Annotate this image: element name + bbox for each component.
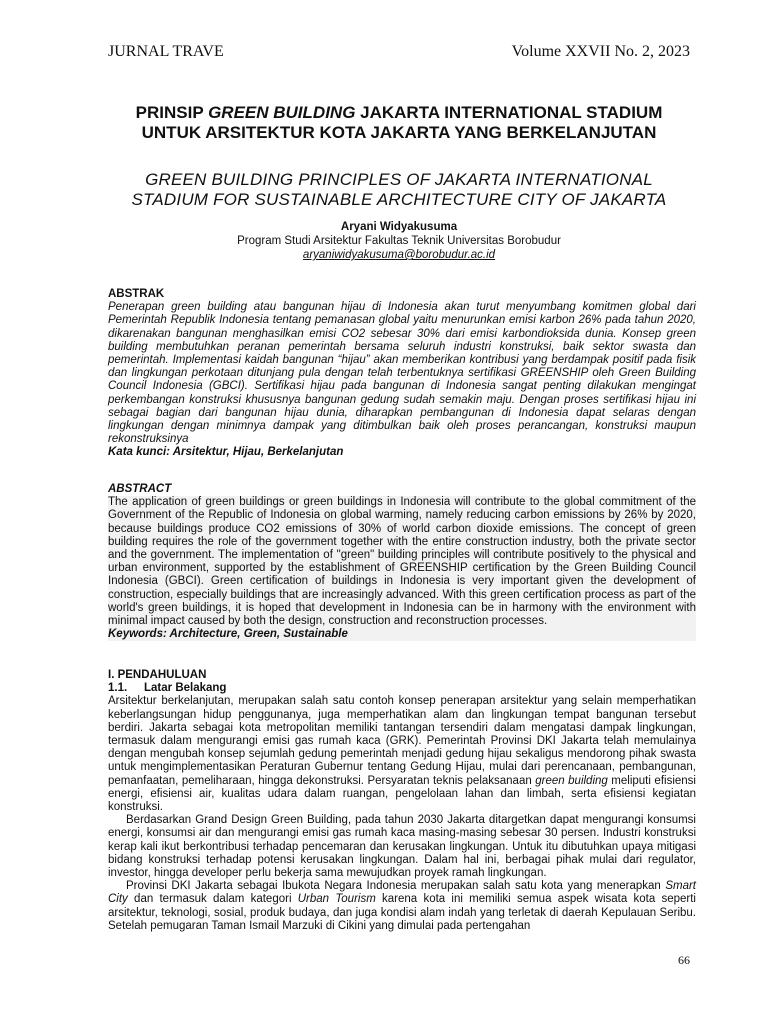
p1-italic-term: green building <box>535 774 608 787</box>
abstrak-section <box>108 288 696 460</box>
p1-part-b: meliputi efisiensi energi, efisiensi air, kualitas udara dalam ruangan, pengelolaan lahan dan limbah, serta efisiensi kegiatan konstruksi. <box>108 774 696 814</box>
intro-subheading <box>108 682 696 695</box>
intro-paragraph-1 <box>108 695 696 814</box>
abstrak-keywords: Kata kunci: Arsitektur, Hijau, Berkelanjutan <box>108 446 344 459</box>
abstract-heading: ABSTRACT <box>108 483 172 495</box>
intro-paragraph-3 <box>108 880 696 933</box>
title-line-2: UNTUK ARSITEKTUR KOTA JAKARTA YANG BERKELANJUTAN <box>141 123 657 142</box>
subheading-number: 1.1. <box>108 682 128 695</box>
title-line-1-post: JAKARTA INTERNATIONAL STADIUM <box>355 103 663 122</box>
p3-part-b: dan termasuk dalam kategori <box>127 893 298 906</box>
author-block <box>108 220 690 262</box>
author-email-link[interactable]: aryaniwidyakusuma@borobudur.ac.id <box>302 249 496 261</box>
journal-name: JURNAL TRAVE <box>108 43 224 60</box>
abstrak-body: Penerapan green building atau bangunan hijau di Indonesia akan turut menyumbang komitmen global dari Pemerintah Republik Indonesia tentang pemanasan global yaitu menurunkan emisi karbon 26% pada tahun 2020, dikarenakan bangunan menghasilkan emisi CO2 sebesar 30% dari emisi karbondioksida dunia. Konsep green building membutuhkan peranan pemerintah bersama seluruh industri konstruksi, baik sektor swasta dan pemerintah. Implementasi kaidah bangunan “hijau” akan memberikan kontribusi yang berdampak positif pada fisik dan lingkungan perkotaan ditunjang pula dengan telah terbentuknya sertifikasi GREENSHIP oleh Green Building Council Indonesia (GBCI). Sertifikasi hijau pada bangunan di Indonesia sangat penting dilakukan mengingat perkembangan konstruksi khususnya bangunan gedung sudah semakin maju. Dengan proses sertifikasi hijau ini sebagai bagian dari bangunan hijau dunia, diharapkan pembangunan di Indonesia dapat selaras dengan lingkungan dengan minimnya dampak yang ditimbulkan baik oleh proses perancangan, konstruksi maupun rekonstruksinya <box>108 301 696 446</box>
title-en-line-2: STADIUM FOR SUSTAINABLE ARCHITECTURE CITY OF JAKARTA <box>131 190 667 209</box>
intro-paragraph-2: Berdasarkan Grand Design Green Building, pada tahun 2030 Jakarta ditargetkan dapat mengurangi konsumsi energi, konsumsi air dan mengurangi emisi gas rumah kaca masing-masing sebesar 30 persen. Industri konstruksi kerap kali ikut berkontribusi terhadap pencemaran dan kerusakan lingkungan. Untuk itu dibutuhkan upaya mitigasi bidang konstruksi terhadap potensi kerusakan lingkungan. Dalam hal ini, berbagai pihak mulai dari regulator, investor, hingga developer perlu bekerja sama mewujudkan proyek ramah lingkungan. <box>108 814 696 880</box>
title-line-1 <box>108 103 690 123</box>
p3-part-a: Provinsi DKI Jakarta sebagai Ibukota Negara Indonesia merupakan salah satu kota yang menerapkan <box>126 880 666 893</box>
p1-part-a: Arsitektur berkelanjutan, merupakan salah satu contoh konsep penerapan arsitektur yang selain memperhatikan keberlangsungan hidup penggunanya, juga memperhatikan alam dan lingkungan tempat bangunan tersebut berdiri. Jakarta sebagai kota metropolitan memiliki tantangan tersendiri dalam mengatasi dampak lingkungan, termasuk dalam mengurangi emisi gas rumah kaca (GRK). Pemerintah Provinsi DKI Jakarta telah memulainya dengan mengubah konsep sejumlah gedung pemerintah menjadi gedung hijau sekaligus mendorong pihak swasta untuk mengimplementasikan Peraturan Gubernur tentang Gedung Hijau, mulai dari perencanaan, pembangunan, pemanfaatan, pemeliharaan, hingga dekonstruksi. Persyaratan teknis pelaksanaan <box>108 695 696 787</box>
title-en-line-1: GREEN BUILDING PRINCIPLES OF JAKARTA INTERNATIONAL <box>145 170 653 189</box>
author-name: Aryani Widyakusuma <box>340 221 458 233</box>
paper-title <box>108 103 690 143</box>
abstract-section <box>108 483 696 641</box>
p3-italic-smart-city: Smart City <box>108 880 696 906</box>
volume-info: Volume XXVII No. 2, 2023 <box>511 43 690 60</box>
paper-title-english <box>108 170 690 210</box>
p3-part-c: karena kota ini memiliki semua aspek wisata kota seperti arsitektur, teknologi, sosial, produk budaya, dan juga kondisi alam indah yang terletak di daerah Kepulauan Seribu. Setelah pemugaran Taman Ismail Marzuki di Cikini yang dimulai pada pertengahan <box>108 893 696 932</box>
introduction-section <box>108 669 696 933</box>
title-line-1-italic: GREEN BUILDING <box>208 103 356 122</box>
abstrak-heading: ABSTRAK <box>108 288 165 300</box>
abstract-keywords: Keywords: Architecture, Green, Sustainable <box>108 628 696 641</box>
abstract-body: The application of green buildings or green buildings in Indonesia will contribute to the global commitment of the Government of the Republic of Indonesia on global warming, namely reducing carbon emissions by 26% by 2020, because buildings produce CO2 emissions of 30% of world carbon dioxide emissions. The concept of green building requires the role of the government together with the entire construction industry, both the private sector and the government. The implementation of "green" building principles will contribute positively to the physical and urban environment, supported by the establishment of GREENSHIP certification by the Green Building Council Indonesia (GBCI). Green certification of buildings in Indonesia is very important given the development of construction, especially buildings that are increasingly advanced. With this green certification process as part of the world's green buildings, it is hoped that development in Indonesia can be in harmony with the environment with minimal impact caused by both the design, construction and reconstruction processes. <box>108 496 696 628</box>
p3-italic-urban-tourism: Urban Tourism <box>297 893 376 906</box>
page-number: 66 <box>678 953 690 967</box>
intro-heading: I. PENDAHULUAN <box>108 669 207 681</box>
author-affiliation: Program Studi Arsitektur Fakultas Teknik Universitas Borobudur <box>237 235 561 247</box>
subheading-title: Latar Belakang <box>144 682 227 695</box>
title-line-1-pre: PRINSIP <box>135 103 209 122</box>
